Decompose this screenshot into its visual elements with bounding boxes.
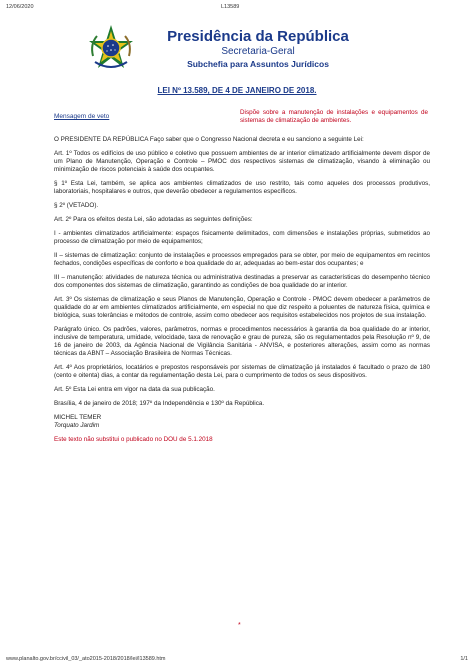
article-2-item-3: III – manutenção: atividades de natureza técnica ou administrativa destinadas a preservar as características do desempenho técnico dos componentes dos sistemas de climatização, garantindo as condições de boa qualidade do ar interior.: [54, 274, 430, 289]
article-2-item-1: I - ambientes climatizados artificialmente: espaços fisicamente delimitados, com dimensões e instalações próprias, submetidos ao processo de climatização por meio de equipamentos;: [54, 230, 430, 245]
article-2: Art. 2º Para os efeitos desta Lei, são adotadas as seguintes definições:: [54, 216, 253, 223]
article-1-paragraph-1: § 1º Esta Lei, também, se aplica aos ambientes climatizados de uso restrito, tais como aqueles dos processos produtivos, laboratoriais, hospitalares e outros, que deverão obedecer a regulamentos específicos.: [54, 180, 430, 195]
preamble: O PRESIDENTE DA REPÚBLICA Faço saber que o Congresso Nacional decreta e eu sanciono a seguinte Lei:: [54, 136, 364, 143]
asterisk-marker: *: [238, 622, 241, 629]
coat-of-arms-icon: [87, 24, 135, 72]
page-number: 1/1: [460, 656, 468, 662]
signature-name: MICHEL TEMER: [54, 414, 102, 421]
law-summary: Dispõe sobre a manutenção de instalações e equipamentos de sistemas de climatização de ambientes.: [240, 109, 428, 124]
document-code: L13589: [221, 4, 240, 10]
print-date: 12/06/2020: [6, 4, 34, 10]
brand-title: Presidência da República: [167, 28, 349, 45]
publication-disclaimer: Este texto não substitui o publicado no DOU de 5.1.2018: [54, 436, 213, 443]
brand-block: [158, 28, 358, 70]
place-and-date: Brasília, 4 de janeiro de 2018; 197º da Independência e 130º da República.: [54, 400, 265, 407]
veto-message-link[interactable]: Mensagem de veto: [54, 113, 110, 120]
brand-department: Subchefia para Assuntos Jurídicos: [187, 59, 329, 69]
law-title[interactable]: LEI Nº 13.589, DE 4 DE JANEIRO DE 2018.: [157, 86, 317, 95]
article-3-sole-paragraph: Parágrafo único. Os padrões, valores, parâmetros, normas e procedimentos necessários à garantia da boa qualidade do ar interior, inclusive de temperatura, umidade, velocidade, taxa de renovação e grau de pureza, são os regulamentados pela Resolução nº 9, de 16 de janeiro de 2003, da Agência Nacional de Vigilância Sanitária - ANVISA, e posteriores alterações, assim como as normas técnicas da ABNT – Associação Brasileira de Normas Técnicas.: [54, 326, 430, 357]
article-5: Art. 5º Esta Lei entra em vigor na data da sua publicação.: [54, 386, 215, 393]
article-3: Art. 3º Os sistemas de climatização e seus Planos de Manutenção, Operação e Controle - PMOC devem obedecer a parâmetros de qualidade do ar em ambientes climatizados artificialmente, em especial no que diz respeito a poluentes de natureza física, química e biológica, suas tolerâncias e métodos de controle, assim como obedecer aos requisitos estabelecidos nos projetos de sua instalação.: [54, 296, 430, 319]
article-4: Art. 4º Aos proprietários, locatários e prepostos responsáveis por sistemas de climatização já instalados é facultado o prazo de 180 (cento e oitenta) dias, a contar da regulamentação desta Lei, para o cumprimento de todos os seus dispositivos.: [54, 364, 430, 379]
article-2-item-2: II – sistemas de climatização: conjunto de instalações e processos empregados para se obter, por meio de equipamentos em recintos fechados, condições específicas de conforto e boa qualidade do ar, adequadas ao bem-estar dos ocupantes; e: [54, 252, 430, 267]
article-1-paragraph-2: § 2º (VETADO).: [54, 202, 99, 209]
brand-subtitle: Secretaria-Geral: [221, 46, 295, 57]
signature-co-signer: Torquato Jardim: [54, 422, 100, 429]
law-body: [54, 136, 430, 444]
article-1: Art. 1º Todos os edifícios de uso público e coletivo que possuem ambientes de ar interior climatizado artificialmente devem dispor de um Plano de Manutenção, Operação e Controle – PMOC dos respectivos sistemas de climatização, visando à eliminação ou minimização de riscos potenciais à saúde dos ocupantes.: [54, 150, 430, 173]
page-url: www.planalto.gov.br/ccivil_03/_ato2015-2018/2018/lei/l13589.htm: [6, 656, 166, 662]
